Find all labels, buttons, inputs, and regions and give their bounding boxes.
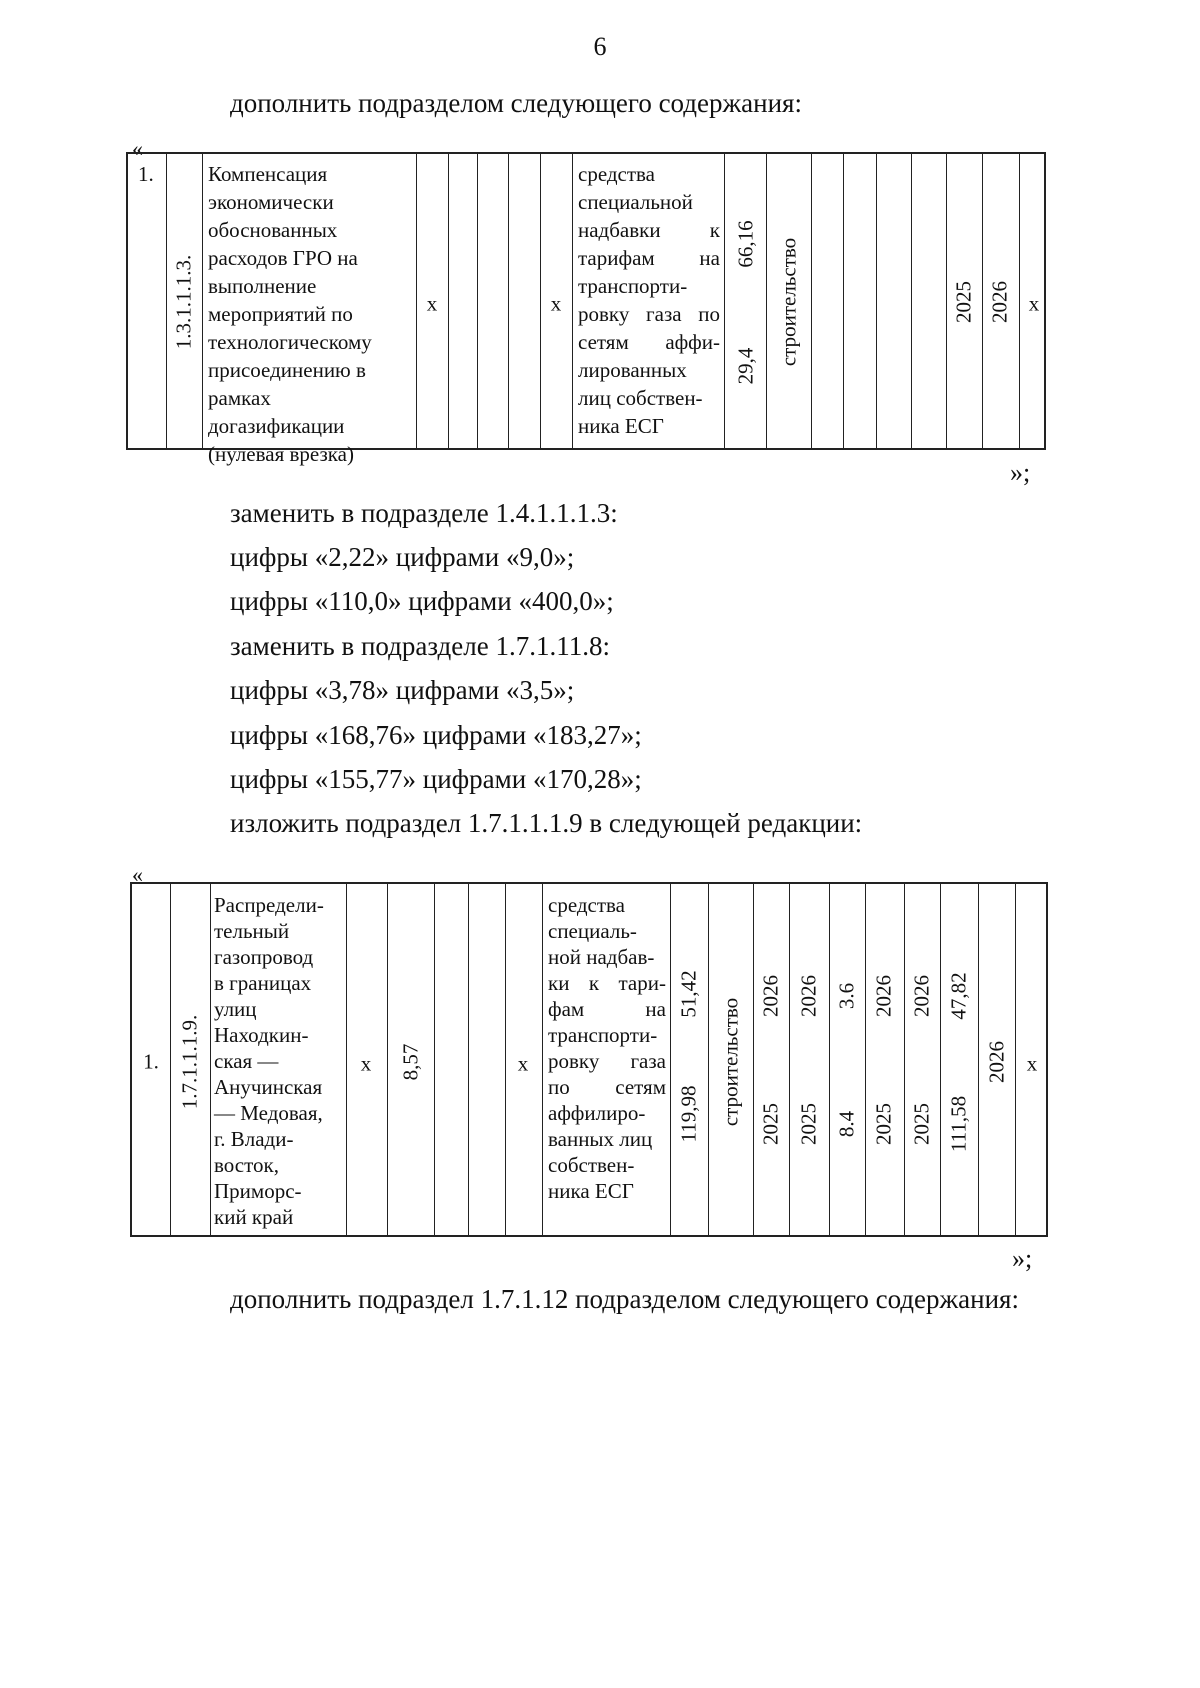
col6-top: 47,82 <box>946 972 971 1020</box>
object-name: Распредели- тельный газопровод в границах улиц Находкин- ская — Анучинская — Медовая, г. Влади- восток, Приморс- кий край <box>214 893 324 1229</box>
cell-x-2: х <box>550 291 562 316</box>
cell-x-3: х <box>1028 291 1040 316</box>
table-2 <box>130 882 1048 1237</box>
col1-top: 2026 <box>758 975 783 1017</box>
value-total: 66,16 <box>733 220 758 268</box>
quote-open-1: « <box>132 136 143 161</box>
col3-bottom: 8.4 <box>834 1110 859 1138</box>
funding-source: средства специальной надбавки к тарифам на транспорти- ровку газа по сетям аффи- лированных лиц собствен- ника ЕСГ <box>578 162 720 438</box>
paragraph-figures-4: цифры «168,76» цифрами «183,27»; <box>230 720 642 750</box>
paragraph-figures-3: цифры «3,78» цифрами «3,5»; <box>230 675 575 705</box>
value-share: 29,4 <box>733 347 758 385</box>
col2-top: 2026 <box>796 975 821 1017</box>
paragraph-restate: изложить подраздел 1.7.1.1.1.9 в следующей редакции: <box>230 808 863 838</box>
cell-x-1: х <box>426 291 438 316</box>
funding-source: средства специаль- ной надбав- ки к тари- фам на транспорти- ровку газа по сетям аффилиро- ванных лиц собствен- ника ЕСГ <box>548 893 666 1203</box>
col6-bottom: 111,58 <box>946 1095 971 1153</box>
col4-bottom: 2025 <box>871 1103 896 1145</box>
year-end: 2026 <box>987 281 1012 323</box>
work-type: строительство <box>718 997 743 1127</box>
col3-top: 3.6 <box>834 982 859 1010</box>
paragraph-replace-1: заменить в подразделе 1.4.1.1.1.3: <box>230 498 618 528</box>
paragraph-intro: дополнить подразделом следующего содержания: <box>230 88 802 118</box>
value-total: 51,42 <box>676 970 701 1018</box>
cell-x-1: х <box>360 1051 372 1076</box>
col7-year: 2026 <box>984 1041 1009 1083</box>
page-number: 6 <box>593 32 607 61</box>
paragraph-figures-1: цифры «2,22» цифрами «9,0»; <box>230 542 575 572</box>
col2-bottom: 2025 <box>796 1103 821 1145</box>
quote-open-2: « <box>132 862 143 887</box>
row-number: 1. <box>143 1049 159 1074</box>
quote-close-1: »; <box>1010 458 1031 487</box>
col1-bottom: 2025 <box>758 1103 783 1145</box>
paragraph-replace-2: заменить в подразделе 1.7.1.11.8: <box>230 631 610 661</box>
quote-close-2: »; <box>1012 1244 1033 1273</box>
cell-x-3: х <box>1026 1051 1038 1076</box>
measure-name: Компенсация экономически обоснованных расходов ГРО на выполнение мероприятий по технологическому присоединению в рамках догазификации (нулевая врезка) <box>208 162 372 466</box>
paragraph-add: дополнить подраздел 1.7.1.12 подразделом следующего содержания: <box>230 1284 1019 1314</box>
paragraph-figures-2: цифры «110,0» цифрами «400,0»; <box>230 586 614 616</box>
row-number: 1. <box>138 162 154 186</box>
subsection-code: 1.3.1.1.1.3. <box>171 254 196 350</box>
work-type: строительство <box>776 237 801 367</box>
table-1 <box>126 152 1046 466</box>
col5-top: 2026 <box>909 975 934 1017</box>
cell-x-2: х <box>517 1051 529 1076</box>
subsection-code: 1.7.1.1.1.9. <box>177 1014 202 1110</box>
capacity: 8,57 <box>398 1043 423 1081</box>
value-share: 119,98 <box>676 1085 701 1143</box>
col4-top: 2026 <box>871 975 896 1017</box>
paragraph-figures-5: цифры «155,77» цифрами «170,28»; <box>230 764 642 794</box>
col5-bottom: 2025 <box>909 1103 934 1145</box>
year-start: 2025 <box>951 281 976 323</box>
